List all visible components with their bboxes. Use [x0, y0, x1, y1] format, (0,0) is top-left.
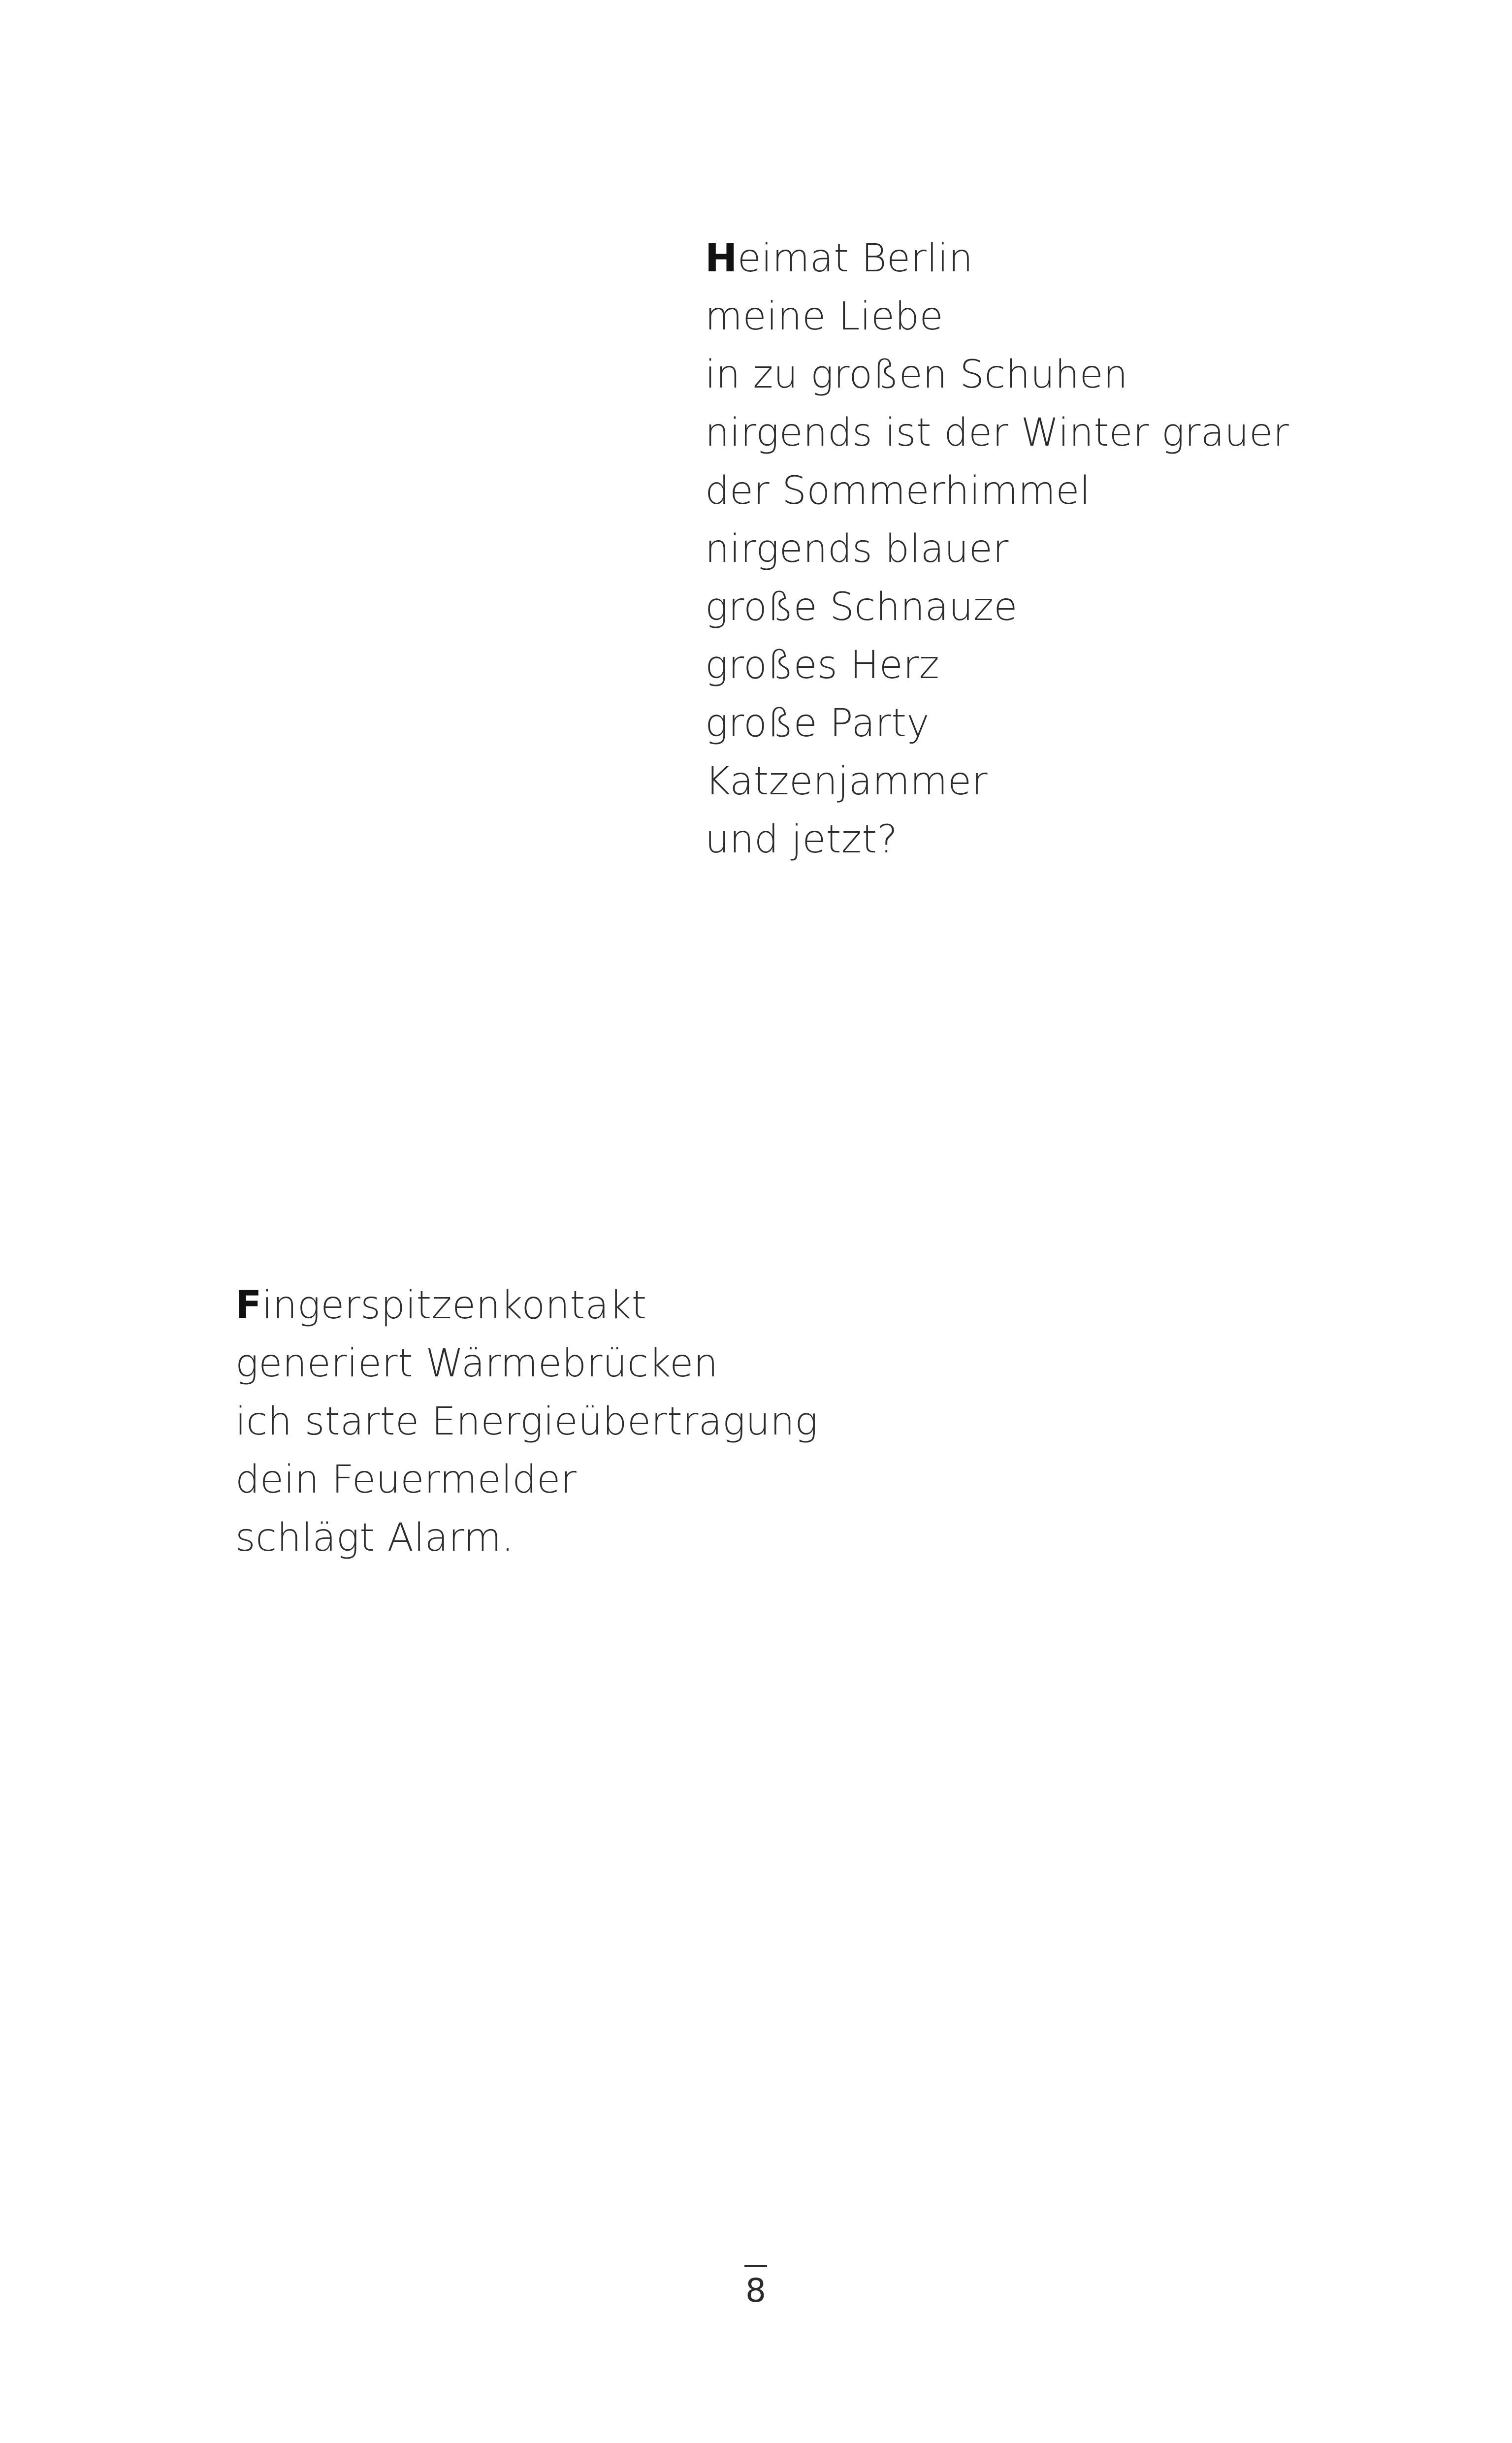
poem-line — [235, 1276, 818, 1335]
poem-line: nirgends ist der Winter grauer — [705, 411, 1289, 455]
poem-line: in zu großen Schuhen — [705, 353, 1128, 397]
poem-line — [705, 229, 1289, 288]
poem-line: nirgends blauer — [705, 527, 1009, 571]
poem-line: der Sommerhimmel — [705, 469, 1091, 513]
poem-fingerspitzenkontakt — [235, 1276, 818, 1567]
poem-line: Katzenjammer — [705, 759, 988, 804]
page-number-rule — [744, 2265, 767, 2267]
drop-initial: H — [705, 236, 738, 281]
poem-line: große Party — [705, 701, 930, 746]
poem-line-text: eimat Berlin — [737, 236, 973, 281]
page-number: 8 — [745, 2272, 766, 2310]
poem-line: und jetzt? — [705, 817, 898, 862]
drop-initial: F — [235, 1283, 262, 1328]
poem-line-text: ingerspitzenkontakt — [261, 1283, 647, 1328]
poem-line: generiert Wärmebrücken — [235, 1341, 718, 1386]
poem-line: dein Feuermelder — [235, 1458, 577, 1502]
poem-line: große Schnauze — [705, 585, 1018, 629]
poem-line: schlägt Alarm. — [235, 1516, 514, 1560]
poem-line: großes Herz — [705, 643, 940, 687]
page-footer — [744, 2265, 767, 2311]
poem-line: ich starte Energieübertragung — [235, 1400, 818, 1444]
poem-heimat-berlin — [705, 229, 1289, 869]
poem-line: meine Liebe — [705, 294, 943, 339]
